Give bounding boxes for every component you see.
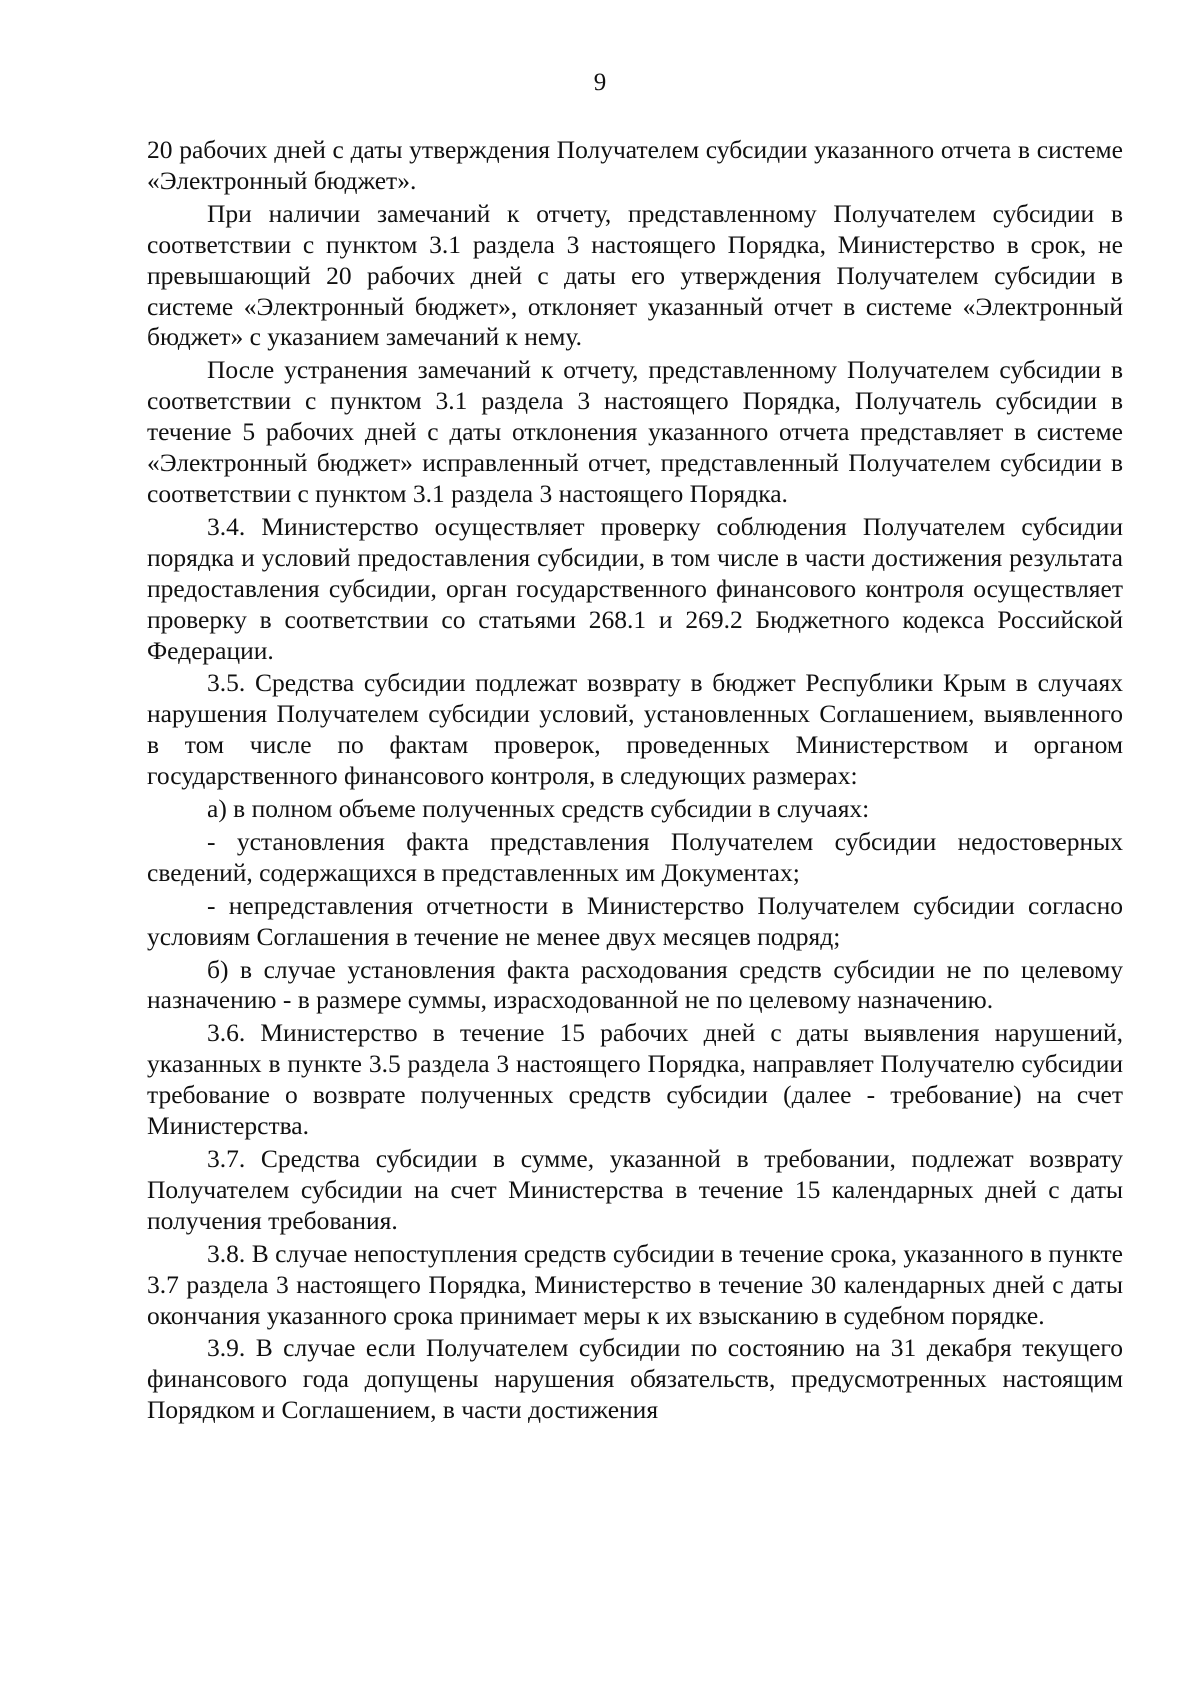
paragraph: 20 рабочих дней с даты утверждения Получателем субсидии указанного отчета в системе «Электронный бюджет». [147, 135, 1123, 195]
paragraph: 3.9. В случае если Получателем субсидии по состоянию на 31 декабря текущего финансового года допущены нарушения обязательств, предусмотренных настоящим Порядком и Соглашением, в части достижения [147, 1333, 1123, 1425]
page-number: 9 [593, 69, 607, 96]
paragraph: 3.5. Средства субсидии подлежат возврату в бюджет Республики Крым в случаях нарушения Получателем субсидии условий, установленных Соглашением, выявленного в том числе по фактам проверок, проведенных Министерством и органом государственного финансового контроля, в следующих размерах: [147, 668, 1123, 791]
paragraph: б) в случае установления факта расходования средств субсидии не по целевому назначению - в размере суммы, израсходованной не по целевому назначению. [147, 954, 1123, 1015]
paragraph: При наличии замечаний к отчету, представленному Получателем субсидии в соответствии с пунктом 3.1 раздела 3 настоящего Порядка, Министерство в срок, не превышающий 20 рабочих дней с даты его утверждения Получателем субсидии в системе «Электронный бюджет», отклоняет указанный отчет в системе «Электронный бюджет» с указанием замечаний к нему. [147, 198, 1123, 352]
paragraph: 3.8. В случае непоступления средств субсидии в течение срока, указанного в пункте 3.7 раздела 3 настоящего Порядка, Министерство в течение 30 календарных дней с даты окончания указанного срока принимает меры к их взысканию в судебном порядке. [147, 1238, 1123, 1330]
document-body [147, 135, 1123, 1428]
paragraph: 3.6. Министерство в течение 15 рабочих дней с даты выявления нарушений, указанных в пункте 3.5 раздела 3 настоящего Порядка, направляет Получателю субсидии требование о возврате полученных средств субсидии (далее - требование) на счет Министерства. [147, 1018, 1123, 1141]
paragraph: - непредставления отчетности в Министерство Получателем субсидии согласно условиям Соглашения в течение не менее двух месяцев подряд; [147, 890, 1123, 951]
paragraph: После устранения замечаний к отчету, представленному Получателем субсидии в соответствии с пунктом 3.1 раздела 3 настоящего Порядка, Получатель субсидии в течение 5 рабочих дней с даты отклонения указанного отчета представляет в системе «Электронный бюджет» исправленный отчет, представленный Получателем субсидии в соответствии с пунктом 3.1 раздела 3 настоящего Порядка. [147, 355, 1123, 508]
paragraph: а) в полном объеме полученных средств субсидии в случаях: [207, 794, 870, 824]
paragraph: 3.7. Средства субсидии в сумме, указанной в требовании, подлежат возврату Получателем субсидии на счет Министерства в течение 15 календарных дней с даты получения требования. [147, 1144, 1123, 1235]
paragraph: - установления факта представления Получателем субсидии недостоверных сведений, содержащихся в представленных им Документах; [147, 826, 1123, 887]
paragraph: 3.4. Министерство осуществляет проверку соблюдения Получателем субсидии порядка и условий предоставления субсидии, в том числе в части достижения результата предоставления субсидии, орган государственного финансового контроля осуществляет проверку в соответствии со статьями 268.1 и 269.2 Бюджетного кодекса Российской Федерации. [147, 511, 1123, 665]
